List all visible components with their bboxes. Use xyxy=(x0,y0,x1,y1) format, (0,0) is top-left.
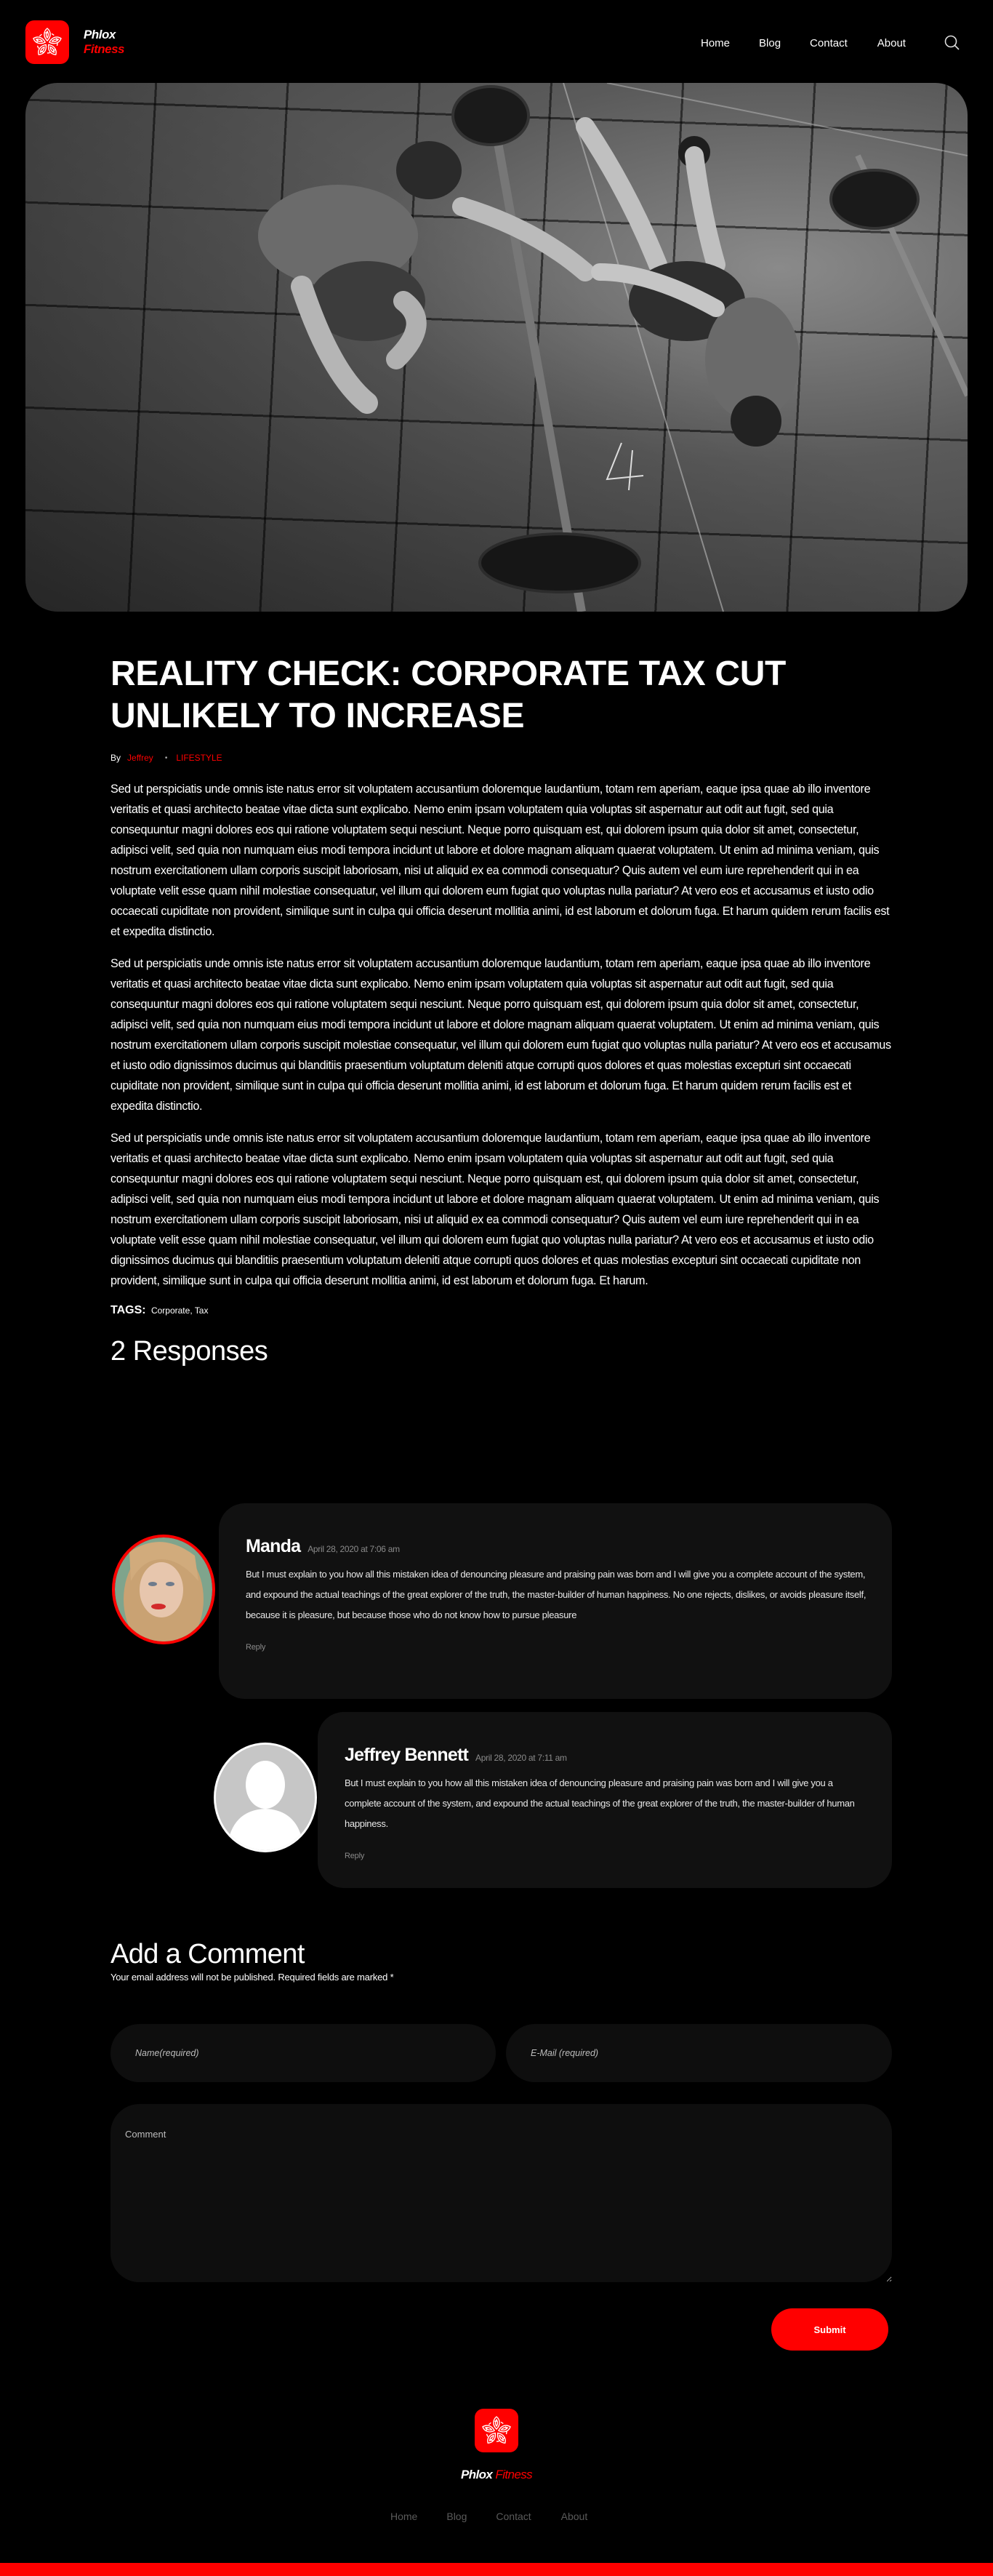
comment-date[interactable]: April 28, 2020 at 7:06 am xyxy=(307,1544,400,1554)
comment-bubble xyxy=(219,1503,892,1699)
tags-row xyxy=(110,1304,892,1317)
site-header xyxy=(0,0,993,83)
nav-contact[interactable]: Contact xyxy=(810,36,848,49)
article-body xyxy=(110,779,892,1291)
paragraph: Sed ut perspiciatis unde omnis iste natus error sit voluptatem accusantium doloremque laudantium, totam rem aperiam, eaque ipsa quae ab illo inventore veritatis et quasi architecto beatae vitae dicta sunt explicabo. Nemo enim ipsam voluptatem quia voluptas sit aspernatur aut odit aut fugit, sed quia consequuntur magni dolores eos qui ratione voluptatem sequi nesciunt. Neque porro quisquam est, qui dolorem ipsum quia dolor sit amet, consectetur, adipisci velit, sed quia non numquam eius modi tempora incidunt ut labore et dolore magnam aliquam quaerat voluptatem. Ut enim ad minima veniam, quis nostrum exercitationem ullam corporis suscipit laboriosam, nisi ut aliquid ex ea commodi consequatur? Quis autem vel eum iure reprehenderit qui in ea voluptate velit esse quam nihil molestiae consequatur, vel illum qui dolorem eum fugiat quo voluptas nulla pariatur? At vero eos et accusamus et iusto odio occaecati cupiditate non provident, similique sunt in culpa qui officia deserunt mollitia animi, id est laborum et dolorum fuga. Et harum quidem rerum facilis est et expedita distinctio. xyxy=(110,783,890,938)
hero-photo-illustration xyxy=(25,83,968,612)
nav-about[interactable]: About xyxy=(877,36,906,49)
nav-blog[interactable]: Blog xyxy=(759,36,781,49)
by-label: By xyxy=(110,753,121,763)
comment-text: But I must explain to you how all this mistaken idea of denouncing pleasure and praising pain was born and I will give you a complete account of the system, and expound the actual teachings of the great explorer of the truth, the master-builder of human happiness. No one rejects, dislikes, or avoids pleasure itself, because it is pleasure, but because those who do not know how to pursue pleasure xyxy=(246,1569,867,1620)
article xyxy=(110,653,892,1367)
category-link[interactable]: LIFESTYLE xyxy=(176,753,222,763)
comment-author[interactable]: Manda xyxy=(246,1536,301,1556)
site-logo[interactable] xyxy=(25,20,124,64)
hero-image xyxy=(25,83,968,612)
tag-tax[interactable]: Tax xyxy=(194,1305,209,1316)
footer-brand-white: Phlox xyxy=(460,2468,493,2481)
lotus-icon xyxy=(25,20,69,64)
comment-item xyxy=(110,1503,892,1699)
email-input[interactable] xyxy=(506,2024,892,2082)
tags-label: TAGS: xyxy=(110,1304,146,1316)
submit-button[interactable]: Submit xyxy=(771,2308,888,2351)
author-link[interactable]: Jeffrey xyxy=(127,753,153,763)
footer-lotus-icon[interactable] xyxy=(475,2409,518,2452)
search-icon[interactable] xyxy=(944,34,961,52)
comment-date[interactable]: April 28, 2020 at 7:11 am xyxy=(475,1753,567,1763)
comment-author[interactable]: Jeffrey Bennett xyxy=(345,1745,468,1765)
add-comment-section xyxy=(110,1938,892,1983)
main-nav xyxy=(701,34,961,52)
photo-avatar xyxy=(112,1535,215,1644)
brand-name xyxy=(84,28,124,56)
tag-corporate[interactable]: Corporate xyxy=(150,1305,190,1316)
comment-textarea[interactable] xyxy=(110,2104,892,2282)
brand-line-2: Fitness xyxy=(84,42,125,56)
comment-header xyxy=(345,1745,869,1766)
comment-item-reply xyxy=(212,1712,892,1888)
article-title: REALITY CHECK: CORPORATE TAX CUT UNLIKELY TO INCREASE xyxy=(110,655,787,735)
tag-separator: , xyxy=(190,1305,195,1316)
footer-nav-blog[interactable]: Blog xyxy=(446,2511,467,2522)
paragraph: Sed ut perspiciatis unde omnis iste natus error sit voluptatem accusantium doloremque laudantium, totam rem aperiam, eaque ipsa quae ab illo inventore veritatis et quasi architecto beatae vitae dicta sunt explicabo. Nemo enim ipsam voluptatem quia voluptas sit aspernatur aut odit aut fugit, sed quia consequuntur magni dolores eos qui ratione voluptatem sequi nesciunt. Neque porro quisquam est, qui dolorem ipsum quia dolor sit amet, consectetur, adipisci velit, sed quia non numquam eius modi tempora incidunt ut labore et dolore magnam aliquam quaerat voluptatem. Ut enim ad minima veniam, quis nostrum exercitationem ullam corporis suscipit molestiae consequatur, vel illum qui dolorem eum fugiat quo voluptas nulla pariatur? At vero eos et accusamus et iusto odio dignissimos ducimus qui blanditiis praesentium voluptatum deleniti atque corrupti quos dolores et quas molestias excepturi sint occaecati cupiditate non provident, similique sunt in culpa qui officia deserunt mollitia animi, id est laborum et dolorum fuga. Et harum quidem rerum facilis est et expedita distinctio. xyxy=(110,957,891,1113)
article-meta xyxy=(110,753,892,763)
reply-link[interactable]: Reply xyxy=(345,1852,365,1860)
reply-link[interactable]: Reply xyxy=(246,1643,266,1652)
name-input[interactable] xyxy=(110,2024,496,2082)
responses-title: 2 Responses xyxy=(110,1336,268,1367)
comment-content xyxy=(246,1536,869,1653)
footer-nav-about[interactable]: About xyxy=(560,2511,588,2522)
brand-line-1: Phlox xyxy=(84,28,116,42)
footer-brand-red: Fitness xyxy=(495,2468,532,2481)
footer-nav-contact[interactable]: Contact xyxy=(496,2511,531,2522)
comment-bubble xyxy=(318,1712,892,1888)
comment-header xyxy=(246,1536,869,1557)
comment-text: But I must explain to you how all this mistaken idea of denouncing pleasure and praising pain was born and I will give you a complete account of the system, and expound the actual teachings of the great explorer of the truth, the master-builder of human happiness. xyxy=(345,1777,855,1829)
footer-nav xyxy=(390,2511,616,2522)
footer-accent-bar xyxy=(0,2563,993,2576)
meta-separator: • xyxy=(164,753,168,762)
paragraph: Sed ut perspiciatis unde omnis iste natus error sit voluptatem accusantium doloremque laudantium, totam rem aperiam, eaque ipsa quae ab illo inventore veritatis et quasi architecto beatae vitae dicta sunt explicabo. Nemo enim ipsam voluptatem quia voluptas sit aspernatur aut odit aut fugit, sed quia consequuntur magni dolores eos qui ratione voluptatem sequi nesciunt. Neque porro quisquam est, qui dolorem ipsum quia dolor sit amet, consectetur, adipisci velit, sed quia non numquam eius modi tempora incidunt ut labore et dolore magnam aliquam quaerat voluptatem. Ut enim ad minima veniam, quis nostrum exercitationem ullam corporis suscipit laboriosam, nisi ut aliquid ex ea commodi consequatur? Quis autem vel eum iure reprehenderit qui in ea voluptate velit esse quam nihil molestiae consequatur, vel illum qui dolorem eum fugiat quo voluptas nulla pariatur? At vero eos et accusamus et iusto odio dignissimos ducimus qui blanditiis praesentium voluptatum deleniti atque corrupti quos dolores et quas molestias excepturi sint occaecati cupiditate non provident, similique sunt in culpa qui officia deserunt mollitia animi, id est laborum et dolorum fuga. Et harum. xyxy=(110,1132,880,1287)
footer-brand xyxy=(0,2468,993,2482)
add-comment-title: Add a Comment xyxy=(110,1939,305,1969)
comment-content xyxy=(345,1745,869,1862)
footer-nav-home[interactable]: Home xyxy=(390,2511,418,2522)
required-note: Your email address will not be published. Required fields are marked * xyxy=(110,1972,394,1983)
default-user-avatar xyxy=(214,1743,317,1852)
nav-home[interactable]: Home xyxy=(701,36,731,49)
